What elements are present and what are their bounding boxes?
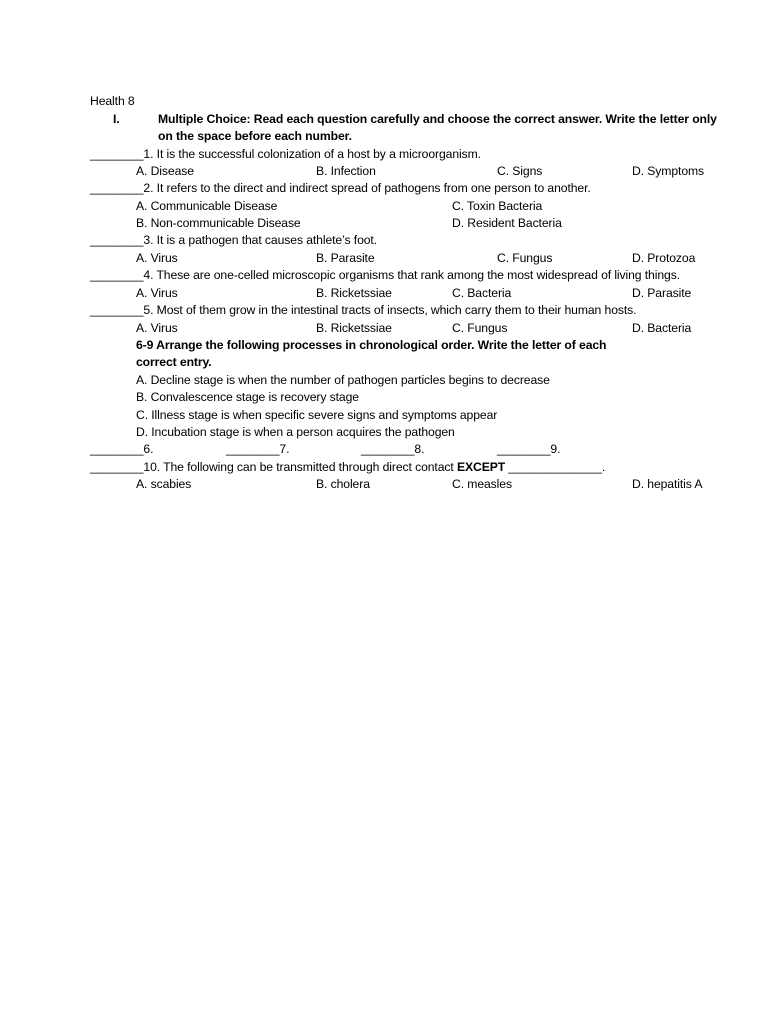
q2-choice-a: A. Communicable Disease	[136, 199, 278, 213]
question-10	[90, 460, 605, 475]
question-3: ________3. It is a pathogen that causes athlete’s foot.	[90, 233, 377, 247]
q10-choice-c: C. measles	[452, 477, 512, 491]
q2-choice-b: B. Non-communicable Disease	[136, 216, 301, 230]
q10-choice-b: B. cholera	[316, 477, 370, 491]
question-2: ________2. It refers to the direct and indirect spread of pathogens from one person to another.	[90, 181, 591, 195]
q10-choice-d: D. hepatitis A	[632, 477, 703, 491]
answer-blank-8: ________8.	[361, 442, 425, 456]
answer-blank-9: ________9.	[497, 442, 561, 456]
q1-choice-d: D. Symptoms	[632, 164, 705, 178]
q3-choice-d: D. Protozoa	[632, 251, 696, 265]
q10-choice-a: A. scabies	[136, 477, 192, 491]
question-1: ________1. It is the successful colonization of a host by a microorganism.	[90, 147, 481, 161]
q5-choice-c: C. Fungus	[452, 321, 508, 335]
q5-choice-d: D. Bacteria	[632, 321, 692, 335]
q1-choice-a: A. Disease	[136, 164, 194, 178]
section-instruction-line-2: on the space before each number.	[158, 129, 352, 143]
stage-item-c: C. Illness stage is when specific severe signs and symptoms appear	[136, 408, 498, 422]
q2-choice-d: D. Resident Bacteria	[452, 216, 562, 230]
answer-blank-6: ________6.	[90, 442, 154, 456]
arrange-instruction-line-2: correct entry.	[136, 355, 212, 369]
q4-choice-a: A. Virus	[136, 286, 178, 300]
answer-blank-7: ________7.	[226, 442, 290, 456]
q4-choice-b: B. Ricketssiae	[316, 286, 392, 300]
subject-title: Health 8	[90, 94, 135, 108]
question-4: ________4. These are one-celled microscopic organisms that rank among the most widespread of living things.	[90, 268, 680, 282]
q2-choice-c: C. Toxin Bacteria	[452, 199, 543, 213]
stage-item-d: D. Incubation stage is when a person acquires the pathogen	[136, 425, 455, 439]
arrange-instruction-line-1: 6-9 Arrange the following processes in chronological order. Write the letter of each	[136, 338, 607, 352]
q5-choice-b: B. Ricketssiae	[316, 321, 392, 335]
q10-text-before: ________10. The following can be transmitted through direct contact	[90, 460, 457, 474]
q1-choice-c: C. Signs	[497, 164, 543, 178]
section-instruction-line-1: Multiple Choice: Read each question carefully and choose the correct answer. Write the letter only	[158, 112, 717, 126]
q1-choice-b: B. Infection	[316, 164, 376, 178]
q3-choice-a: A. Virus	[136, 251, 178, 265]
section-number: I.	[113, 112, 120, 126]
q4-choice-d: D. Parasite	[632, 286, 692, 300]
q10-text-after: ______________.	[505, 460, 606, 474]
question-5: ________5. Most of them grow in the intestinal tracts of insects, which carry them to their human hosts.	[90, 303, 637, 317]
q10-emphasis: EXCEPT	[456, 460, 506, 474]
q5-choice-a: A. Virus	[136, 321, 178, 335]
stage-item-b: B. Convalescence stage is recovery stage	[136, 390, 359, 404]
q3-choice-b: B. Parasite	[316, 251, 375, 265]
q4-choice-c: C. Bacteria	[452, 286, 512, 300]
stage-item-a: A. Decline stage is when the number of pathogen particles begins to decrease	[136, 373, 550, 387]
q3-choice-c: C. Fungus	[497, 251, 553, 265]
